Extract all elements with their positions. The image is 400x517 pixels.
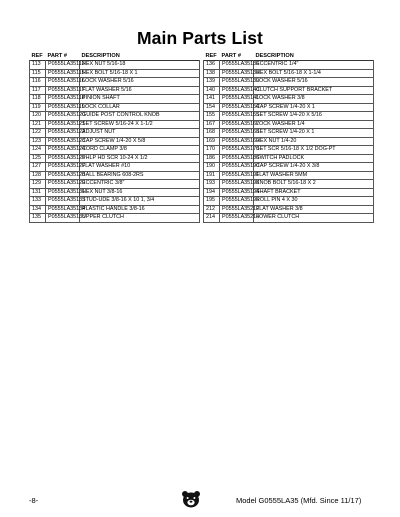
ref-cell: 193 (204, 180, 220, 189)
ref-cell: 115 (30, 69, 46, 78)
table-row (30, 69, 200, 78)
table-row (30, 154, 200, 163)
description-cell: GUIDE POST CONTROL KNOB (80, 112, 200, 121)
part-number-cell: P0555LA35135 (46, 214, 80, 223)
table-row (204, 78, 374, 87)
table-row (204, 205, 374, 214)
ref-cell: 139 (204, 78, 220, 87)
description-cell: LOCK WASHER 3/8 (254, 95, 374, 104)
table-row (204, 95, 374, 104)
part-number-cell: P0555LA35168 (220, 129, 254, 138)
ref-cell: 194 (204, 188, 220, 197)
description-cell: CAP SCREW 1/4-20 X 3/8 (254, 163, 374, 172)
part-column-header: PART # (47, 53, 67, 60)
table-row (30, 171, 200, 180)
table-row (204, 120, 374, 129)
description-cell: HEX NUT 5/16-18 (80, 61, 200, 70)
part-number-cell: P0555LA35116 (46, 78, 80, 87)
ref-cell: 155 (204, 112, 220, 121)
table-row (30, 137, 200, 146)
table-row (204, 129, 374, 138)
ref-cell: 129 (30, 180, 46, 189)
part-number-cell: P0555LA35136 (220, 61, 254, 70)
table-row (30, 95, 200, 104)
part-number-cell: P0555LA35117 (46, 86, 80, 95)
part-number-cell: P0555LA35118 (46, 95, 80, 104)
description-cell: FLAT WASHER 5MM (254, 171, 374, 180)
part-number-cell: P0555LA35140 (220, 86, 254, 95)
part-number-cell: P0555LA35129 (46, 180, 80, 189)
description-cell: ADJUST NUT (80, 129, 200, 138)
part-number-cell: P0555LA35128 (46, 171, 80, 180)
ref-cell: 121 (30, 120, 46, 129)
table-row (30, 61, 200, 70)
description-cell: SHAFT BRACKET (254, 188, 374, 197)
part-number-cell: P0555LA35167 (220, 120, 254, 129)
part-number-cell: P0555LA35170 (220, 146, 254, 155)
part-number-cell: P0555LA35186 (220, 154, 254, 163)
description-cell: CLUTCH SUPPORT BRACKET (254, 86, 374, 95)
part-number-cell: P0555LA35127 (46, 163, 80, 172)
ref-cell: 212 (204, 205, 220, 214)
table-row (204, 137, 374, 146)
part-number-cell: P0555LA35121 (46, 120, 80, 129)
page-title: Main Parts List (137, 28, 263, 48)
parts-table-left (29, 51, 200, 223)
description-cell: STUD-UDE 3/8-16 X 10 1, 3/4 (80, 197, 200, 206)
ref-cell: 128 (30, 171, 46, 180)
description-cell: LOCK WASHER 1/4 (254, 120, 374, 129)
part-number-cell: P0555LA35119 (46, 103, 80, 112)
ref-cell: 120 (30, 112, 46, 121)
ref-cell: 138 (204, 69, 220, 78)
model-info: Model G0555LA35 (Mfd. Since 11/17) (236, 496, 362, 505)
ref-cell: 186 (204, 154, 220, 163)
description-cell: HEX BOLT 5/16-18 X 1-1/4 (254, 69, 374, 78)
table-row (30, 197, 200, 206)
table-row (204, 180, 374, 189)
table-header-row (30, 51, 200, 61)
description-cell: FLAT WASHER 5/16 (80, 86, 200, 95)
description-cell: SET SCREW 5/16-24 X 1-1/2 (80, 120, 200, 129)
ref-cell: 135 (30, 214, 46, 223)
table-row (30, 86, 200, 95)
part-number-cell: P0555LA35138 (220, 69, 254, 78)
ref-cell: 133 (30, 197, 46, 206)
ref-cell: 190 (204, 163, 220, 172)
part-number-cell: P0555LA35191 (220, 171, 254, 180)
part-number-cell: P0555LA35154 (220, 103, 254, 112)
ref-cell: 116 (30, 78, 46, 87)
ref-cell: 214 (204, 214, 220, 223)
table-row (204, 103, 374, 112)
ref-cell: 117 (30, 86, 46, 95)
ref-cell: 141 (204, 95, 220, 104)
part-number-cell: P0555LA35131 (46, 188, 80, 197)
description-cell: LOWER CLUTCH (254, 214, 374, 223)
part-number-cell: P0555LA35193 (220, 180, 254, 189)
table-row (204, 146, 374, 155)
parts-table-right (203, 51, 374, 223)
table-row (204, 171, 374, 180)
table-row (30, 112, 200, 121)
ref-cell: 169 (204, 137, 220, 146)
page-number: -8- (29, 496, 39, 505)
ref-cell: 154 (204, 103, 220, 112)
description-cell: SET SCREW 1/4-20 X 5/16 (254, 112, 374, 121)
description-cell: LOCK WASHER 5/16 (254, 78, 374, 87)
part-number-cell: P0555LA35212 (220, 205, 254, 214)
description-cell: FLAT WASHER #10 (80, 163, 200, 172)
description-cell: SET SCREW 1/4-20 X 1 (254, 129, 374, 138)
ref-cell: 122 (30, 129, 46, 138)
description-cell: ROLL PIN 4 X 30 (254, 197, 374, 206)
ref-cell: 127 (30, 163, 46, 172)
description-cell: UPPER CLUTCH (80, 214, 200, 223)
description-cell: CAP SCREW 1/4-20 X 1 (254, 103, 374, 112)
description-cell: PLASTIC HANDLE 3/8-16 (80, 205, 200, 214)
ref-cell: 191 (204, 171, 220, 180)
description-cell: HEX BOLT 5/16-18 X 1 (80, 69, 200, 78)
part-number-cell: P0555LA35120 (46, 112, 80, 121)
table-row (30, 205, 200, 214)
bear-logo-icon (181, 490, 201, 508)
ref-column-header: REF (31, 53, 43, 60)
ref-cell: 124 (30, 146, 46, 155)
table-row (204, 154, 374, 163)
table-row (204, 214, 374, 223)
part-number-cell: P0555LA35122 (46, 129, 80, 138)
description-cell: HEX NUT 1/4-20 (254, 137, 374, 146)
description-cell: KNOB BOLT 5/16-18 X 2 (254, 180, 374, 189)
ref-cell: 136 (204, 61, 220, 70)
part-column-header: PART # (221, 53, 241, 60)
part-number-cell: P0555LA35169 (220, 137, 254, 146)
ref-cell: 123 (30, 137, 46, 146)
table-row (204, 112, 374, 121)
table-row (30, 163, 200, 172)
table-row (30, 214, 200, 223)
ref-cell: 140 (204, 86, 220, 95)
table-row (30, 120, 200, 129)
description-column-header: DESCRIPTION (255, 53, 294, 60)
part-number-cell: P0555LA35134 (46, 205, 80, 214)
part-number-cell: P0555LA35113 (46, 61, 80, 70)
part-number-cell: P0555LA35125 (46, 154, 80, 163)
table-header-row (204, 51, 374, 61)
description-cell: CAP SCREW 1/4-20 X 5/8 (80, 137, 200, 146)
ref-cell: 195 (204, 197, 220, 206)
description-cell: PHLP HD SCR 10-24 X 1/2 (80, 154, 200, 163)
ref-cell: 118 (30, 95, 46, 104)
part-number-cell: P0555LA35123 (46, 137, 80, 146)
table-row (204, 69, 374, 78)
ref-cell: 113 (30, 61, 46, 70)
ref-cell: 131 (30, 188, 46, 197)
description-cell: ECCENTRIC 3/8" (80, 180, 200, 189)
table-row (30, 78, 200, 87)
description-cell: SWITCH PADLOCK (254, 154, 374, 163)
part-number-cell: P0555LA35133 (46, 197, 80, 206)
description-cell: HEX NUT 3/8-16 (80, 188, 200, 197)
description-cell: SET SCR 5/16-18 X 1/2 DOG-PT (254, 146, 374, 155)
part-number-cell: P0555LA35139 (220, 78, 254, 87)
description-cell: PINION SHAFT (80, 95, 200, 104)
ref-cell: 167 (204, 120, 220, 129)
table-row (30, 146, 200, 155)
description-cell: ECCENTRIC 1/4" (254, 61, 374, 70)
table-row (30, 103, 200, 112)
part-number-cell: P0555LA35194 (220, 188, 254, 197)
ref-cell: 134 (30, 205, 46, 214)
part-number-cell: P0555LA35190 (220, 163, 254, 172)
table-row (204, 188, 374, 197)
description-cell: LOCK COLLAR (80, 103, 200, 112)
table-row (204, 86, 374, 95)
ref-cell: 168 (204, 129, 220, 138)
table-row (204, 163, 374, 172)
ref-column-header: REF (205, 53, 217, 60)
table-row (30, 188, 200, 197)
part-number-cell: P0555LA35214 (220, 214, 254, 223)
ref-cell: 170 (204, 146, 220, 155)
description-column-header: DESCRIPTION (81, 53, 120, 60)
part-number-cell: P0555LA35124 (46, 146, 80, 155)
part-number-cell: P0555LA35155 (220, 112, 254, 121)
part-number-cell: P0555LA35195 (220, 197, 254, 206)
description-cell: LOCK WASHER 5/16 (80, 78, 200, 87)
table-row (30, 129, 200, 138)
part-number-cell: P0555LA35115 (46, 69, 80, 78)
ref-cell: 119 (30, 103, 46, 112)
table-row (204, 61, 374, 70)
description-cell: FLAT WASHER 3/8 (254, 205, 374, 214)
ref-cell: 125 (30, 154, 46, 163)
description-cell: BALL BEARING 608-2RS (80, 171, 200, 180)
description-cell: CORD CLAMP 3/8 (80, 146, 200, 155)
part-number-cell: P0555LA35141 (220, 95, 254, 104)
table-row (30, 180, 200, 189)
table-row (204, 197, 374, 206)
